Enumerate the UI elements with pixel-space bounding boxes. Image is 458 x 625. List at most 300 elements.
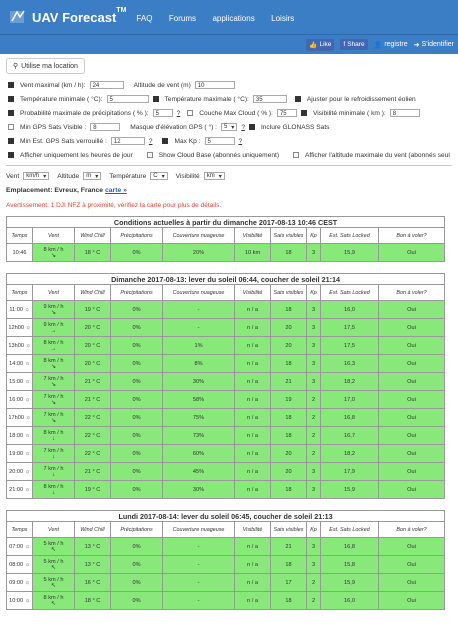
table-cell: 3 [307, 463, 321, 481]
table-cell: Oui [379, 481, 445, 499]
elevation-help-link[interactable]: ? [241, 123, 245, 131]
table-cell: 13 ° C [75, 538, 111, 556]
table-cell: 19:00 ☼ [7, 445, 33, 463]
section-title-row [7, 217, 445, 228]
table-cell: 20 ° C [75, 337, 111, 355]
table-cell: - [163, 301, 235, 319]
header-row [7, 228, 445, 244]
table-cell: n / a [235, 481, 271, 499]
table-cell: 21 ° C [75, 373, 111, 391]
facebook-like-button[interactable]: 👍 Like [306, 39, 334, 51]
table-cell: 18 [271, 355, 307, 373]
table-cell: 16 ° C [75, 574, 111, 592]
column-header: Visibilité [235, 285, 271, 301]
wind-direction-icon: ↖ [50, 600, 57, 607]
table-cell: 16,0 [321, 592, 379, 610]
user-icon: 👤 [373, 41, 383, 49]
table-cell: 18 ° C [75, 592, 111, 610]
wind-speed: 7 km / h [43, 375, 64, 382]
wind-speed: 8 km / h [43, 339, 64, 346]
table-cell: 16,0 [321, 301, 379, 319]
table-cell: n / a [235, 337, 271, 355]
table-cell: 18 [271, 556, 307, 574]
settings-row-5: Min Est. GPS Sats verrouillé : 12 ? Max Kp : 5 ? [0, 134, 458, 148]
table-cell: 1% [163, 337, 235, 355]
max-cloud-checkbox[interactable] [187, 110, 193, 116]
brand-name[interactable]: UAV Forecast™ [32, 7, 127, 25]
table-cell: 17,5 [321, 319, 379, 337]
section-title: Conditions actuelles à partir du dimanche 2017-08-13 10:46 CEST [7, 217, 445, 228]
table-cell: 21 [271, 373, 307, 391]
table-cell: Oui [379, 409, 445, 427]
wind-direction-icon: ↖ [50, 582, 57, 589]
table-cell: - [163, 538, 235, 556]
main-nav [136, 8, 306, 26]
wind-speed: 5 km / h [43, 558, 64, 565]
table-cell: 16,8 [321, 538, 379, 556]
table-cell: 16,7 [321, 427, 379, 445]
column-header: Vent [33, 522, 75, 538]
wind-direction-icon: → [50, 345, 57, 352]
wind-direction-icon: ↘ [50, 399, 57, 406]
column-header: Vent [33, 228, 75, 244]
temp-unit-select[interactable]: C ▾ [150, 172, 167, 180]
table-cell: 3 [307, 373, 321, 391]
table-cell [33, 427, 75, 445]
table-cell: 3 [307, 556, 321, 574]
table-cell: n / a [235, 538, 271, 556]
table-cell: 58% [163, 391, 235, 409]
table-cell: n / a [235, 556, 271, 574]
table-cell: 20 [271, 463, 307, 481]
table-row[interactable] [7, 481, 445, 499]
table-cell: 45% [163, 463, 235, 481]
table-cell: 21 [271, 538, 307, 556]
section-title: Lundi 2017-08-14: lever du soleil 06:45, coucher de soleil 21:13 [7, 511, 445, 522]
table-row[interactable] [7, 592, 445, 610]
table-cell: Oui [379, 355, 445, 373]
table-cell: 18:00 ☼ [7, 427, 33, 445]
table-cell: Oui [379, 556, 445, 574]
table-cell: 22 ° C [75, 427, 111, 445]
table-cell: Oui [379, 574, 445, 592]
table-cell: 0% [111, 319, 163, 337]
settings-row-3: Probabilité maximale de précipitations ( % ): 5 ? Couche Max Cloud ( % ): 75 Visibilité minimale ( km ): 8 [0, 106, 458, 120]
elevation-mask-select[interactable]: 5 ▾ [221, 123, 237, 131]
table-cell: 30% [163, 373, 235, 391]
column-header: Bon à voler? [379, 228, 445, 244]
table-row[interactable] [7, 445, 445, 463]
table-row[interactable] [7, 427, 445, 445]
column-header: Est. Sats Locked [321, 285, 379, 301]
table-cell: 20 [271, 337, 307, 355]
forecast-table-container [0, 216, 458, 610]
table-cell: 2 [307, 574, 321, 592]
nav-faq[interactable]: FAQ [136, 14, 153, 23]
table-cell: 0% [111, 481, 163, 499]
table-cell: 0% [111, 244, 163, 262]
column-header: Temps [7, 228, 33, 244]
table-cell: n / a [235, 427, 271, 445]
settings-row-6: Afficher uniquement les heures de jour Show Cloud Base (abonnés uniquement) Afficher l'altitude maximale du vent (abonnés seul [0, 148, 458, 162]
wind-unit-select[interactable]: km/h ▾ [23, 172, 49, 180]
column-header: Visibilité [235, 522, 271, 538]
wind-speed: 8 km / h [43, 594, 64, 601]
table-cell: 0% [111, 592, 163, 610]
column-header: Wind Chill [75, 228, 111, 244]
table-cell: 0% [111, 427, 163, 445]
table-cell: 17 [271, 574, 307, 592]
table-cell [33, 337, 75, 355]
wind-speed: 8 km / h [43, 429, 64, 436]
header-row [7, 522, 445, 538]
table-row[interactable] [7, 319, 445, 337]
wind-chill-checkbox[interactable] [295, 96, 301, 102]
table-cell: 07:00 ☼ [7, 538, 33, 556]
max-kp-input[interactable]: 5 [205, 137, 235, 145]
min-gps-input[interactable]: 8 [90, 123, 120, 131]
table-cell: 2 [307, 592, 321, 610]
table-row[interactable] [7, 301, 445, 319]
table-cell: 0% [111, 373, 163, 391]
column-header: Couverture nuageuse [163, 285, 235, 301]
table-cell [33, 244, 75, 262]
table-cell: 3 [307, 301, 321, 319]
table-cell: 20:00 ☼ [7, 463, 33, 481]
table-cell: 14:00 ☼ [7, 355, 33, 373]
altitude-unit-select[interactable]: m ▾ [83, 172, 101, 180]
column-header: Est. Sats Locked [321, 522, 379, 538]
table-cell: Oui [379, 445, 445, 463]
column-header: Est. Sats Locked [321, 228, 379, 244]
table-cell: 17,0 [321, 391, 379, 409]
social-bar [0, 34, 458, 54]
table-cell: 2 [307, 445, 321, 463]
min-temp-checkbox[interactable] [8, 96, 14, 102]
table-cell: 22 ° C [75, 409, 111, 427]
table-cell: 0% [111, 574, 163, 592]
table-cell: Oui [379, 391, 445, 409]
wind-speed: 7 km / h [43, 465, 64, 472]
max-kp-checkbox[interactable] [162, 138, 168, 144]
column-header: Précipitations [111, 285, 163, 301]
table-cell: Oui [379, 538, 445, 556]
column-header: Temps [7, 285, 33, 301]
table-cell: 10 km [235, 244, 271, 262]
table-cell: 12h00 ☼ [7, 319, 33, 337]
wind-direction-icon: ↓ [52, 489, 55, 496]
table-cell: 15,8 [321, 556, 379, 574]
table-row[interactable] [7, 409, 445, 427]
table-cell [33, 319, 75, 337]
table-cell [33, 445, 75, 463]
max-temp-input[interactable]: 35 [253, 95, 287, 103]
table-cell: 60% [163, 445, 235, 463]
wind-speed: 8 km / h [43, 483, 64, 490]
table-cell: 3 [307, 337, 321, 355]
table-cell: 19 ° C [75, 301, 111, 319]
wind-direction-icon: ↘ [50, 363, 57, 370]
wind-alt-max-checkbox[interactable] [293, 152, 299, 158]
wind-speed: 7 km / h [43, 393, 64, 400]
min-locked-checkbox[interactable] [8, 138, 14, 144]
table-cell: 18,2 [321, 445, 379, 463]
nfz-warning: Avertissement: 1 DJI NFZ à proximité, vérifiez la carte pour plus de détails. [6, 202, 222, 209]
table-cell: 3 [307, 538, 321, 556]
login-link[interactable]: ➜ S'identifier [413, 41, 454, 49]
table-cell: 17,9 [321, 463, 379, 481]
table-cell: 0% [111, 391, 163, 409]
table-cell: 21 ° C [75, 391, 111, 409]
min-gps-checkbox[interactable] [8, 124, 14, 130]
table-cell: 19 [271, 391, 307, 409]
wind-direction-icon: ↓ [52, 471, 55, 478]
column-header: Précipitations [111, 228, 163, 244]
column-header: Wind Chill [75, 522, 111, 538]
table-cell: 19 ° C [75, 481, 111, 499]
table-cell: - [163, 556, 235, 574]
wind-direction-icon: ↓ [52, 453, 55, 460]
nav-applications[interactable]: applications [212, 14, 255, 23]
column-header: Sats visibles [271, 285, 307, 301]
table-row[interactable] [7, 373, 445, 391]
table-cell [33, 574, 75, 592]
wind-direction-icon: ↓ [52, 435, 55, 442]
table-cell: 0% [111, 409, 163, 427]
table-cell: 13 ° C [75, 556, 111, 574]
table-row[interactable] [7, 538, 445, 556]
table-cell: 17h00 ☼ [7, 409, 33, 427]
login-icon: ➜ [413, 41, 420, 49]
table-cell: Oui [379, 301, 445, 319]
settings-row-1: Vent maximal (km / h): 24 Altitude de vent (m) 10 [0, 78, 458, 92]
table-row[interactable] [7, 574, 445, 592]
table-cell [33, 355, 75, 373]
table-cell: 15,9 [321, 481, 379, 499]
column-header: Vent [33, 285, 75, 301]
wind-speed: 8 km / h [43, 357, 64, 364]
table-row[interactable] [7, 337, 445, 355]
map-link[interactable]: carte » [104, 187, 127, 194]
table-cell [33, 592, 75, 610]
wind-direction-icon: → [50, 327, 57, 334]
table-cell: 20 [271, 445, 307, 463]
wind-speed: 9 km / h [43, 321, 64, 328]
table-cell: - [163, 574, 235, 592]
section-title-row [7, 511, 445, 522]
table-cell: 18 ° C [75, 244, 111, 262]
table-cell: n / a [235, 373, 271, 391]
table-cell [33, 538, 75, 556]
uav-logo-icon[interactable] [8, 7, 28, 27]
wind-altitude-input[interactable]: 10 [195, 81, 235, 89]
max-precip-checkbox[interactable] [8, 110, 14, 116]
facebook-share-button[interactable]: f Share [340, 39, 367, 50]
nav-forums[interactable]: Forums [168, 14, 196, 23]
table-cell: 16:00 ☼ [7, 391, 33, 409]
wind-speed: 8 km / h [43, 246, 64, 253]
settings-row-2: Température minimale ( °C): 5 Température maximale ( °C): 35 Ajuster pour le refroidissement éolien [0, 92, 458, 106]
table-cell: 3 [307, 355, 321, 373]
table-cell: Oui [379, 337, 445, 355]
table-cell: 15,9 [321, 574, 379, 592]
wind-direction-icon: ↘ [50, 417, 57, 424]
section-title-row [7, 274, 445, 285]
table-cell: Oui [379, 427, 445, 445]
table-cell: 0% [111, 538, 163, 556]
table-cell: 75% [163, 409, 235, 427]
table-cell: 0% [111, 337, 163, 355]
table-cell: 3 [307, 319, 321, 337]
forecast-table [6, 216, 445, 610]
column-header: Bon à voler? [379, 285, 445, 301]
wind-direction-icon: ↘ [50, 252, 57, 259]
table-cell: 15:00 ☼ [7, 373, 33, 391]
column-header: Précipitations [111, 522, 163, 538]
table-cell: - [163, 592, 235, 610]
table-cell: 73% [163, 427, 235, 445]
max-wind-input[interactable]: 24 [90, 81, 124, 89]
wind-speed: 5 km / h [43, 540, 64, 547]
table-cell: 18 [271, 427, 307, 445]
table-cell [33, 301, 75, 319]
map-marker-icon: ⚲ [13, 63, 19, 70]
table-cell: Oui [379, 244, 445, 262]
wind-direction-icon: ↖ [50, 564, 57, 571]
table-cell: 20 [271, 319, 307, 337]
daytime-checkbox[interactable] [8, 152, 14, 158]
column-header: Couverture nuageuse [163, 228, 235, 244]
table-cell: 0% [111, 301, 163, 319]
table-cell: 18,2 [321, 373, 379, 391]
table-cell: 20% [163, 244, 235, 262]
table-cell [33, 373, 75, 391]
glonass-checkbox[interactable] [249, 124, 255, 130]
table-row[interactable] [7, 244, 445, 262]
table-cell: 3 [307, 244, 321, 262]
table-cell: 21:00 ☼ [7, 481, 33, 499]
thumbs-up-icon: 👍 [309, 41, 318, 49]
table-cell: n / a [235, 301, 271, 319]
table-cell: n / a [235, 445, 271, 463]
min-temp-input[interactable]: 5 [107, 95, 149, 103]
table-cell: 18 [271, 301, 307, 319]
table-cell: 18 [271, 481, 307, 499]
table-cell [33, 409, 75, 427]
max-temp-checkbox[interactable] [153, 96, 159, 102]
table-cell: 0% [111, 556, 163, 574]
section-gap [7, 262, 445, 274]
wind-speed: 9 km / h [43, 303, 64, 310]
location-label: Emplacement: Evreux, France carte » [6, 187, 127, 194]
locked-help-link[interactable]: ? [148, 137, 153, 145]
table-cell: 0% [111, 445, 163, 463]
wind-speed: 7 km / h [43, 411, 64, 418]
table-cell: 09:00 ☼ [7, 574, 33, 592]
table-cell: Oui [379, 373, 445, 391]
kp-help-link[interactable]: ? [238, 137, 243, 145]
table-cell: 08:00 ☼ [7, 556, 33, 574]
nav-loisirs[interactable]: Loisirs [271, 14, 295, 23]
wind-direction-icon: ↖ [50, 546, 57, 553]
top-navbar [0, 0, 458, 34]
header-row [7, 285, 445, 301]
table-cell: 10:00 ☼ [7, 592, 33, 610]
table-cell: 0% [111, 355, 163, 373]
table-cell: 20 ° C [75, 355, 111, 373]
register-link[interactable]: 👤 registre [373, 41, 408, 49]
table-cell: 3 [307, 481, 321, 499]
section-gap [7, 499, 445, 511]
table-cell: 11:00 ☼ [7, 301, 33, 319]
table-cell: Oui [379, 592, 445, 610]
table-cell: 2 [307, 427, 321, 445]
min-visibility-checkbox[interactable] [301, 110, 307, 116]
table-cell: 16,8 [321, 409, 379, 427]
min-visibility-input[interactable]: 8 [390, 109, 420, 117]
table-cell [33, 556, 75, 574]
column-header: Sats visibles [271, 228, 307, 244]
max-wind-checkbox[interactable] [8, 82, 14, 88]
table-cell: Oui [379, 463, 445, 481]
table-cell: 30% [163, 481, 235, 499]
chevron-down-icon: ▾ [231, 124, 235, 131]
column-header: Sats visibles [271, 522, 307, 538]
column-header: Couverture nuageuse [163, 522, 235, 538]
table-cell: 18 [271, 244, 307, 262]
visibility-unit-select[interactable]: km ▾ [204, 172, 225, 180]
table-cell: 2 [307, 391, 321, 409]
table-cell: 0% [111, 463, 163, 481]
units-row: Vent km/h ▾ Altitude m ▾ Température C ▾ Visibilité km ▾ [0, 169, 458, 183]
use-location-button[interactable]: ⚲ Utilise ma location [6, 58, 85, 74]
table-cell [33, 481, 75, 499]
table-cell: n / a [235, 355, 271, 373]
max-cloud-input[interactable]: 75 [277, 109, 297, 117]
table-cell: - [163, 319, 235, 337]
table-cell: n / a [235, 409, 271, 427]
max-precip-input[interactable]: 5 [153, 109, 173, 117]
table-cell: 18 [271, 592, 307, 610]
min-locked-input[interactable]: 12 [111, 137, 145, 145]
column-header: Temps [7, 522, 33, 538]
precip-help-link[interactable]: ? [176, 109, 181, 117]
table-cell: 8% [163, 355, 235, 373]
settings-row-4: Min GPS Sats Visible : 8 Masque d'élévation GPS ( °) : 5 ▾ ? Inclure GLONASS Sats [0, 120, 458, 134]
table-row[interactable] [7, 463, 445, 481]
section-title: Dimanche 2017-08-13: lever du soleil 06:44, coucher de soleil 21:14 [7, 274, 445, 285]
table-cell: n / a [235, 574, 271, 592]
table-cell [33, 463, 75, 481]
table-cell: 17,5 [321, 337, 379, 355]
wind-direction-icon: ↘ [50, 309, 57, 316]
cloud-base-checkbox[interactable] [147, 152, 153, 158]
table-row[interactable] [7, 556, 445, 574]
table-row[interactable] [7, 355, 445, 373]
column-header: Kp [307, 285, 321, 301]
column-header: Kp [307, 522, 321, 538]
table-cell: 22 ° C [75, 445, 111, 463]
divider [6, 165, 452, 166]
table-cell: 18 [271, 409, 307, 427]
column-header: Bon à voler? [379, 522, 445, 538]
table-cell: n / a [235, 319, 271, 337]
wind-direction-icon: ↘ [50, 381, 57, 388]
table-cell [33, 391, 75, 409]
table-row[interactable] [7, 391, 445, 409]
table-cell: 20 ° C [75, 319, 111, 337]
table-cell: n / a [235, 592, 271, 610]
